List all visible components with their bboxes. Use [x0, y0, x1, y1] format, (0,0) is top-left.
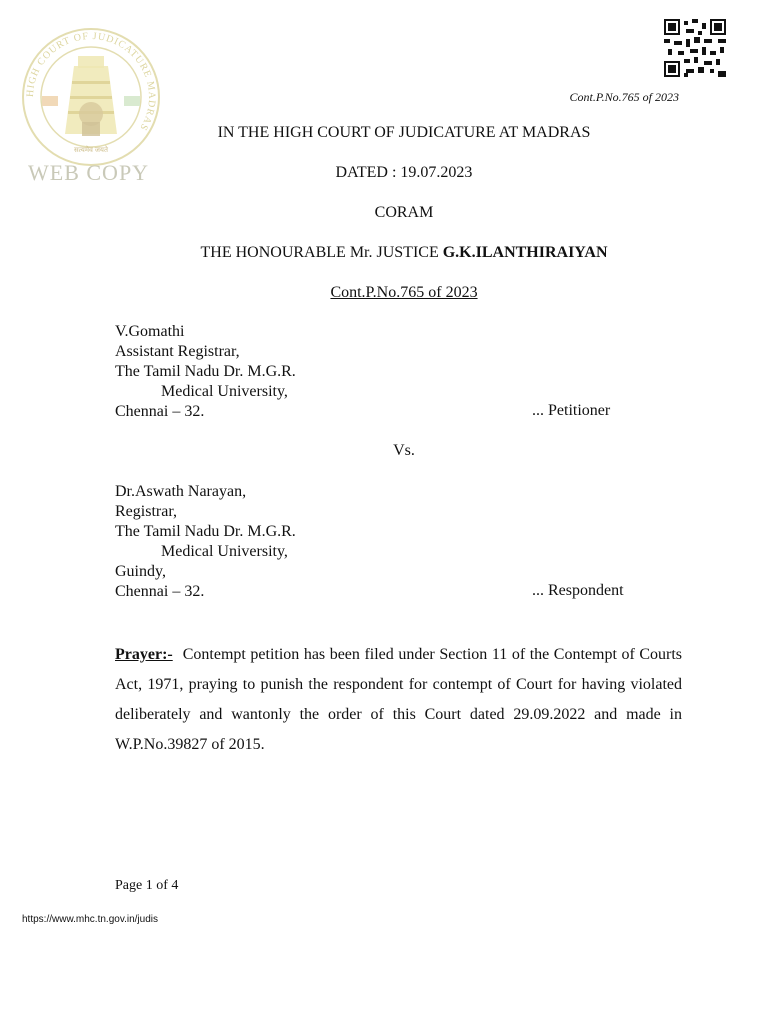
respondent-line: Dr.Aswath Narayan,	[115, 483, 247, 500]
case-number: Cont.P.No.765 of 2023	[330, 284, 478, 301]
emblem-ring-text: HIGH COURT OF JUDICATURE MADRAS	[24, 30, 158, 133]
respondent-block	[115, 482, 296, 602]
coram-heading: CORAM	[374, 204, 434, 221]
respondent-line: Medical University,	[161, 543, 288, 560]
court-emblem-logo	[20, 26, 162, 168]
judge-prefix: THE HONOURABLE Mr. JUSTICE	[200, 244, 443, 261]
respondent-line: Registrar,	[115, 503, 178, 520]
order-date: DATED : 19.07.2023	[335, 164, 473, 181]
petitioner-line: Medical University,	[161, 383, 288, 400]
qr-code-icon	[664, 19, 726, 77]
respondent-line: The Tamil Nadu Dr. M.G.R.	[115, 523, 296, 540]
petitioner-line: Chennai – 32.	[115, 403, 205, 420]
case-reference-header: Cont.P.No.765 of 2023	[569, 90, 679, 104]
judge-name: G.K.ILANTHIRAIYAN	[442, 244, 608, 261]
versus: Vs.	[393, 442, 415, 459]
judge-line	[0, 244, 768, 262]
respondent-line: Chennai – 32.	[115, 583, 205, 600]
respondent-line: Guindy,	[115, 563, 166, 580]
page-number: Page 1 of 4	[115, 878, 179, 893]
respondent-role: ... Respondent	[532, 582, 624, 599]
petitioner-line: V.Gomathi	[115, 323, 185, 340]
prayer-text: Contempt petition has been filed under Section 11 of the Contempt of Courts Act, 1971, praying to punish the respondent for contempt of Court for having violated deliberately and wantonly the order of this Court dated 29.09.2022 and made in W.P.No.39827 of 2015.	[115, 646, 682, 753]
prayer-label: Prayer:-	[115, 646, 173, 663]
court-title: IN THE HIGH COURT OF JUDICATURE AT MADRAS	[217, 124, 591, 141]
petitioner-block	[115, 322, 296, 422]
source-url-link[interactable]: https://www.mhc.tn.gov.in/judis	[22, 914, 158, 925]
web-copy-watermark: WEB COPY	[28, 160, 150, 185]
emblem-motto: सत्यमेव जयते	[74, 146, 108, 154]
petitioner-role: ... Petitioner	[532, 402, 611, 419]
prayer-paragraph	[115, 640, 682, 760]
petitioner-line: The Tamil Nadu Dr. M.G.R.	[115, 363, 296, 380]
petitioner-line: Assistant Registrar,	[115, 343, 240, 360]
